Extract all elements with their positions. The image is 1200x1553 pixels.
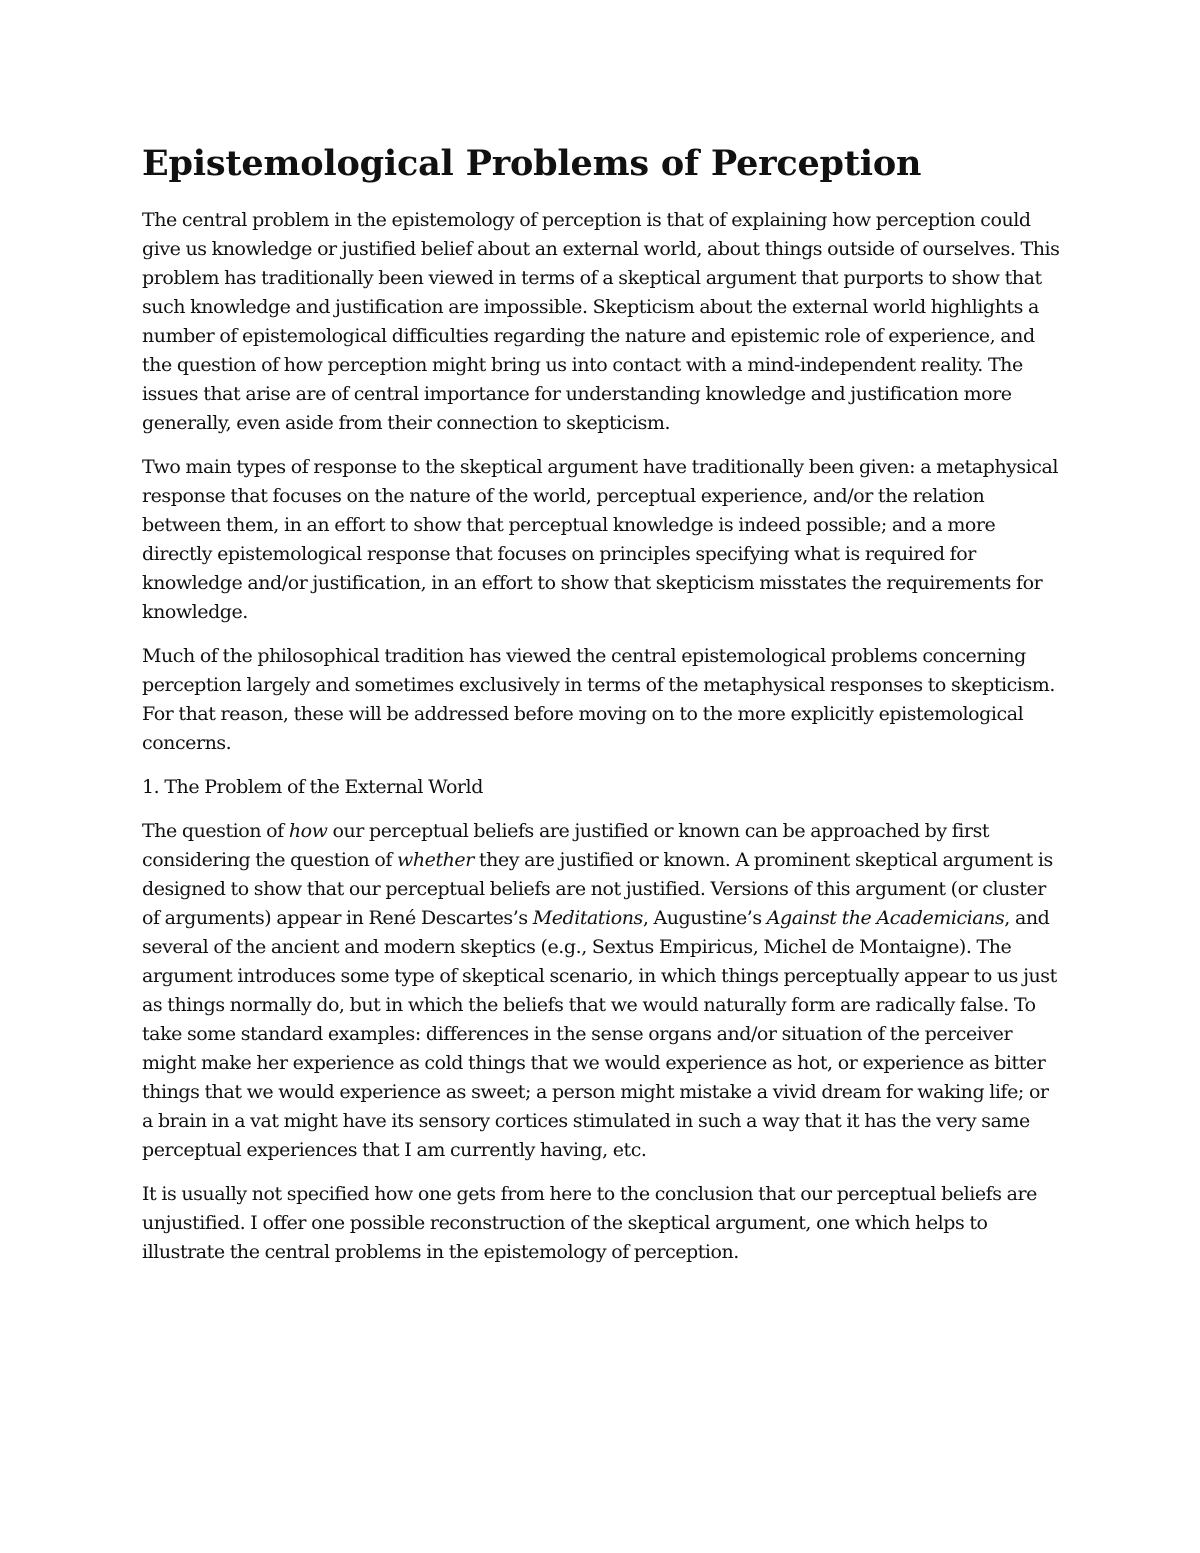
paragraph-reconstruction: It is usually not specified how one gets from here to the conclusion that our perceptual beliefs are unjustified. I offer one possible reconstruction of the skeptical argument, one which helps to illustrate the central problems in the epistemology of perception. (142, 1183, 1037, 1263)
text-run: The question of (142, 820, 289, 842)
book-title-meditations: Meditations (532, 907, 643, 929)
paragraph-skeptical-argument (142, 817, 1062, 1165)
text-run: our perceptual beliefs are justified or known can be approached by first considering the question of (142, 820, 990, 871)
emphasis-whether: whether (397, 849, 474, 871)
text-run: they are justified or known. A prominent skeptical argument is designed to show that our perceptual beliefs are not justified. Versions of this argument (or cluster of arguments) appear in René Descartes’s (142, 849, 1053, 929)
paragraph-tradition: Much of the philosophical tradition has viewed the central epistemological problems concerning perception largely and sometimes exclusively in terms of the metaphysical responses to skepticism. For that reason, these will be addressed before moving on to the more explicitly epistemological concerns. (142, 645, 1055, 754)
paragraph-intro: The central problem in the epistemology of perception is that of explaining how perception could give us knowledge or justified belief about an external world, about things outside of ourselves. This problem has traditionally been viewed in terms of a skeptical argument that purports to show that such knowledge and justification are impossible. Skepticism about the external world highlights a number of epistemological difficulties regarding the nature and epistemic role of experience, and the question of how perception might bring us into contact with a mind-independent reality. The issues that arise are of central importance for understanding knowledge and justification more generally, even aside from their connection to skepticism. (142, 209, 1060, 434)
text-run: , Augustine’s (642, 907, 767, 929)
section-heading-external-world: 1. The Problem of the External World (142, 776, 483, 798)
paragraph-responses: Two main types of response to the skeptical argument have traditionally been given: a metaphysical response that focuses on the nature of the world, perceptual experience, and/or the relation between them, in an effort to show that perceptual knowledge is indeed possible; and a more directly epistemological response that focuses on principles specifying what is required for knowledge and/or justification, in an effort to show that skepticism misstates the requirements for knowledge. (142, 456, 1059, 623)
book-title-against-academicians: Against the Academicians (766, 907, 1005, 929)
document-body (142, 138, 1062, 1282)
text-run: , and several of the ancient and modern skeptics (e.g., Sextus Empiricus, Michel de Montaigne). The argument introduces some type of skeptical scenario, in which things perceptually appear to us just as things normally do, but in which the beliefs that we would naturally form are radically false. To take some standard examples: differences in the sense organs and/or situation of the perceiver might make her experience as cold things that we would experience as hot, or experience as bitter things that we would experience as sweet; a person might mistake a vivid dream for waking life; or a brain in a vat might have its sensory cortices stimulated in such a way that it has the very same perceptual experiences that I am currently having, etc. (142, 907, 1057, 1161)
document-title: Epistemological Problems of Perception (142, 143, 922, 184)
emphasis-how: how (288, 820, 328, 842)
